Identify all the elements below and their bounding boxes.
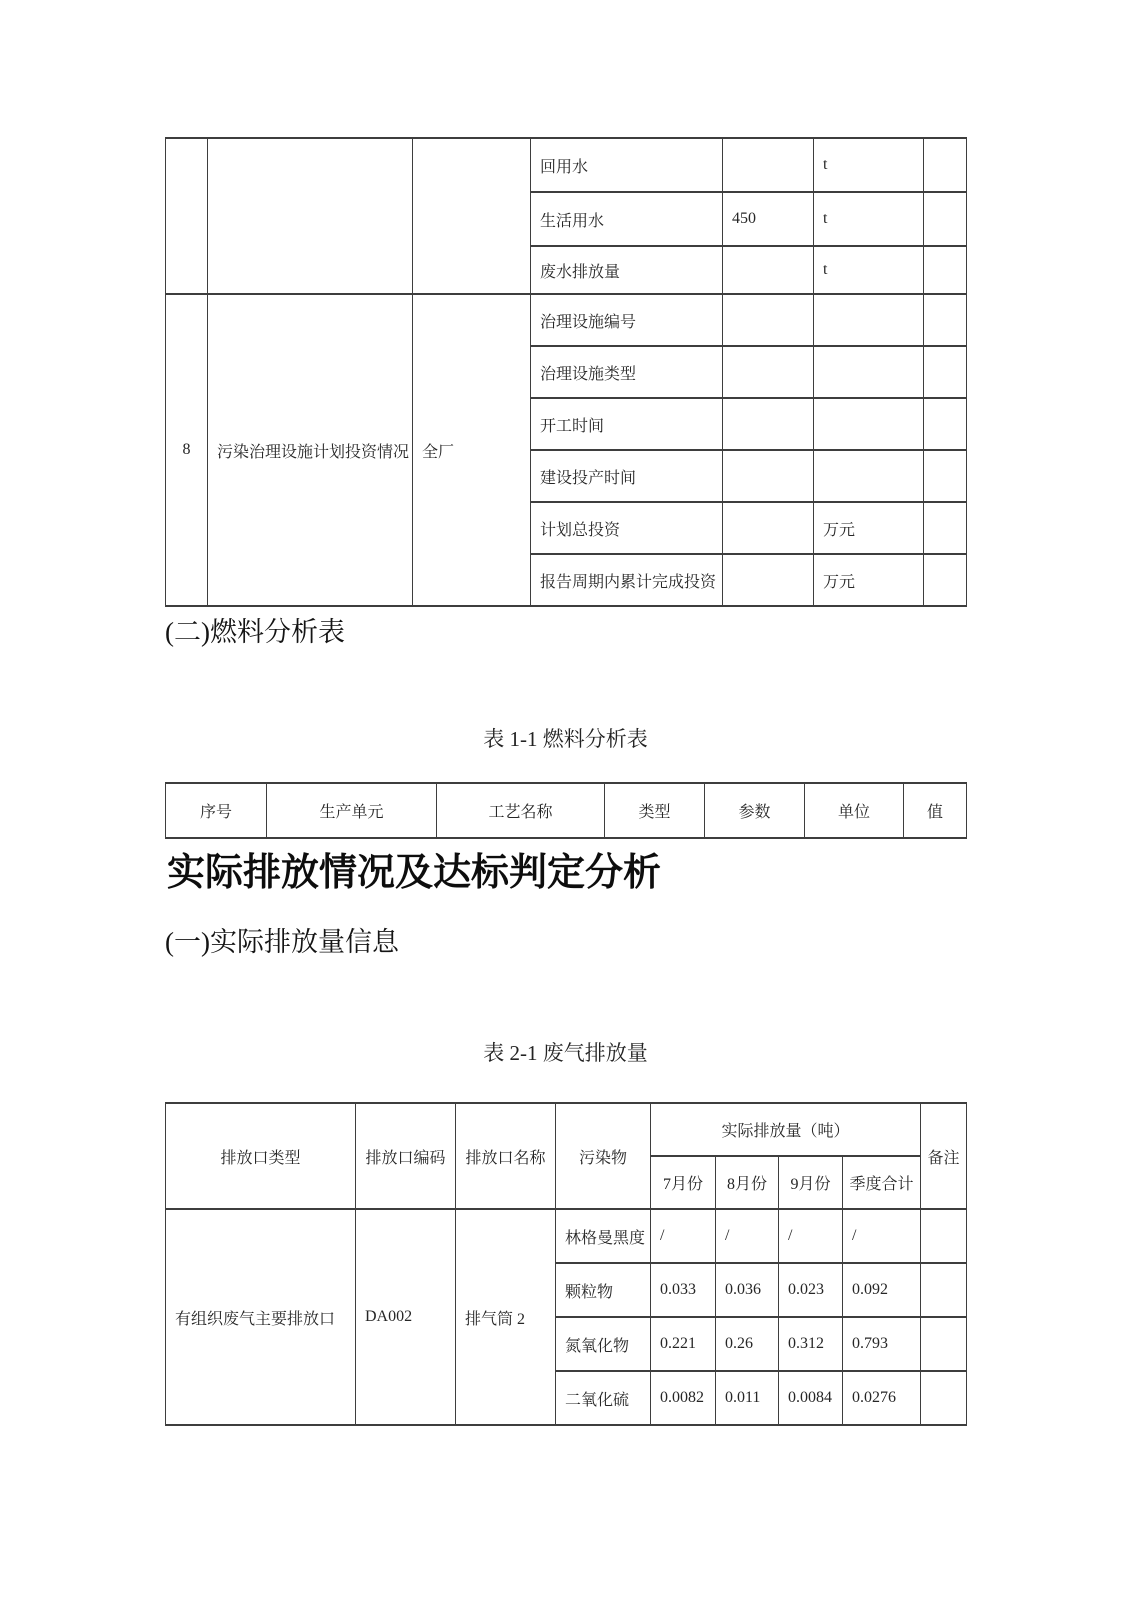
- category-cell: [208, 138, 413, 294]
- value-cell: [723, 246, 814, 294]
- unit-cell: 万元: [814, 502, 924, 554]
- value-cell: [723, 554, 814, 606]
- pollutant-name-cell: 氮氧化物: [556, 1317, 651, 1371]
- remark-cell: [924, 346, 967, 398]
- unit-cell: [814, 294, 924, 346]
- page-title: 实际排放情况及达标判定分析: [167, 852, 662, 894]
- investment-table: [165, 137, 967, 607]
- fuel-table-caption: 表 1-1 燃料分析表: [483, 727, 648, 751]
- table-header-row: [166, 783, 967, 838]
- remark-cell: [921, 1371, 967, 1425]
- column-header: 季度合计: [843, 1156, 921, 1209]
- unit-cell: t: [814, 192, 924, 246]
- remark-cell: [924, 192, 967, 246]
- unit-cell: t: [814, 246, 924, 294]
- column-header: 备注: [921, 1103, 967, 1209]
- column-header: 单位: [805, 783, 904, 838]
- column-header: 类型: [605, 783, 705, 838]
- month-value-cell: 0.011: [716, 1371, 779, 1425]
- value-cell: 450: [723, 192, 814, 246]
- column-header: 排放口类型: [166, 1103, 356, 1209]
- unit-cell: [814, 450, 924, 502]
- item-cell: 废水排放量: [531, 246, 723, 294]
- unit-cell: 万元: [814, 554, 924, 606]
- value-cell: [723, 450, 814, 502]
- pollutant-name-cell: 林格曼黑度: [556, 1209, 651, 1263]
- column-header-group: 实际排放量（吨）: [651, 1103, 921, 1156]
- remark-cell: [924, 554, 967, 606]
- remark-cell: [924, 502, 967, 554]
- item-cell: 生活用水: [531, 192, 723, 246]
- column-header: 8月份: [716, 1156, 779, 1209]
- quarter-total-cell: 0.0276: [843, 1371, 921, 1425]
- category-cell: 污染治理设施计划投资情况: [208, 294, 413, 606]
- quarter-total-cell: 0.793: [843, 1317, 921, 1371]
- item-cell: 报告周期内累计完成投资: [531, 554, 723, 606]
- column-header: 序号: [166, 783, 267, 838]
- column-header: 7月份: [651, 1156, 716, 1209]
- scope-cell: [413, 138, 531, 294]
- outlet-name-cell: 排气筒 2: [456, 1209, 556, 1425]
- month-value-cell: 0.221: [651, 1317, 716, 1371]
- unit-cell: t: [814, 138, 924, 192]
- row-index-cell: 8: [166, 294, 208, 606]
- row-index-cell: [166, 138, 208, 294]
- remark-cell: [924, 450, 967, 502]
- remark-cell: [924, 246, 967, 294]
- item-cell: 开工时间: [531, 398, 723, 450]
- value-cell: [723, 138, 814, 192]
- month-value-cell: 0.0084: [779, 1371, 843, 1425]
- remark-cell: [921, 1209, 967, 1263]
- remark-cell: [921, 1263, 967, 1317]
- unit-cell: [814, 346, 924, 398]
- month-value-cell: 0.023: [779, 1263, 843, 1317]
- outlet-type-cell: 有组织废气主要排放口: [166, 1209, 356, 1425]
- item-cell: 建设投产时间: [531, 450, 723, 502]
- item-cell: 治理设施编号: [531, 294, 723, 346]
- remark-cell: [924, 138, 967, 192]
- value-cell: [723, 346, 814, 398]
- month-value-cell: 0.312: [779, 1317, 843, 1371]
- remark-cell: [924, 398, 967, 450]
- column-header: 9月份: [779, 1156, 843, 1209]
- month-value-cell: /: [651, 1209, 716, 1263]
- outlet-code-cell: DA002: [356, 1209, 456, 1425]
- quarter-total-cell: /: [843, 1209, 921, 1263]
- column-header: 值: [904, 783, 967, 838]
- fuel-section-heading: (二)燃料分析表: [165, 617, 345, 647]
- pollutant-name-cell: 二氧化硫: [556, 1371, 651, 1425]
- column-header: 污染物: [556, 1103, 651, 1209]
- pollutant-name-cell: 颗粒物: [556, 1263, 651, 1317]
- remark-cell: [921, 1317, 967, 1371]
- item-cell: 治理设施类型: [531, 346, 723, 398]
- month-value-cell: 0.033: [651, 1263, 716, 1317]
- unit-cell: [814, 398, 924, 450]
- column-header: 排放口名称: [456, 1103, 556, 1209]
- table-header-row: [166, 1103, 967, 1156]
- emission-table-caption: 表 2-1 废气排放量: [483, 1041, 648, 1065]
- table-row: [166, 138, 967, 192]
- column-header: 参数: [705, 783, 805, 838]
- remark-cell: [924, 294, 967, 346]
- item-cell: 计划总投资: [531, 502, 723, 554]
- month-value-cell: 0.036: [716, 1263, 779, 1317]
- column-header: 生产单元: [267, 783, 437, 838]
- month-value-cell: 0.26: [716, 1317, 779, 1371]
- column-header: 排放口编码: [356, 1103, 456, 1209]
- fuel-analysis-table: [165, 782, 967, 839]
- table-row: [166, 294, 967, 346]
- value-cell: [723, 294, 814, 346]
- quarter-total-cell: 0.092: [843, 1263, 921, 1317]
- item-cell: 回用水: [531, 138, 723, 192]
- emission-section-heading: (一)实际排放量信息: [165, 927, 399, 957]
- scope-cell: 全厂: [413, 294, 531, 606]
- value-cell: [723, 398, 814, 450]
- column-header: 工艺名称: [437, 783, 605, 838]
- gas-emission-table: [165, 1102, 967, 1426]
- month-value-cell: 0.0082: [651, 1371, 716, 1425]
- value-cell: [723, 502, 814, 554]
- table-row: [166, 1209, 967, 1263]
- month-value-cell: /: [779, 1209, 843, 1263]
- month-value-cell: /: [716, 1209, 779, 1263]
